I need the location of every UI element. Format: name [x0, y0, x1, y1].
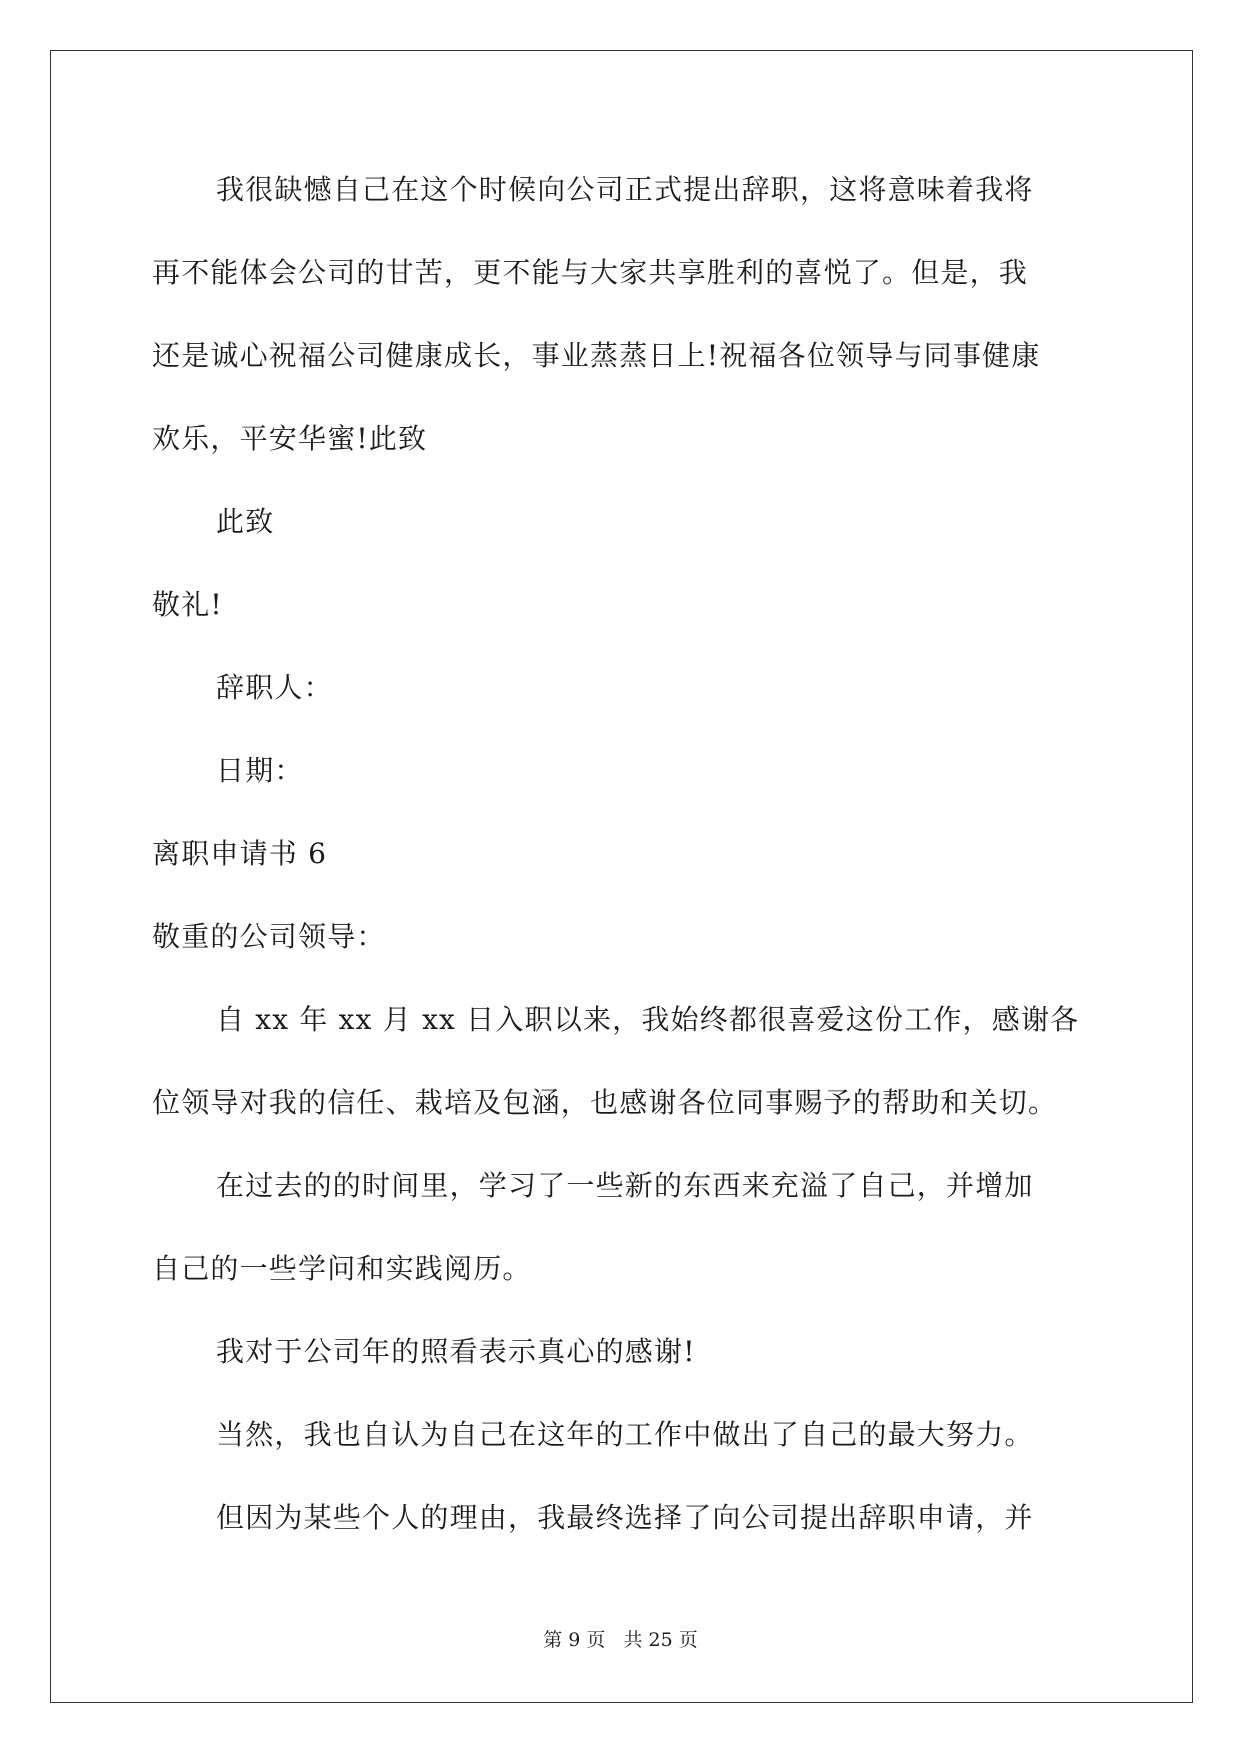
closing-line: 此致	[216, 505, 275, 538]
salutation-line: 敬礼!	[152, 588, 223, 621]
paragraph-line: 我对于公司年的照看表示真心的感谢!	[216, 1335, 696, 1368]
paragraph-line: 自 xx 年 xx 月 xx 日入职以来，我始终都很喜爱这份工作，感谢各	[216, 1003, 1080, 1036]
section-title: 离职申请书 6	[152, 837, 328, 870]
page-total: 共 25 页	[623, 1629, 698, 1651]
paragraph-line: 在过去的的时间里，学习了一些新的东西来充溢了自己，并增加	[216, 1169, 1034, 1202]
paragraph-line: 欢乐，平安华蜜!此致	[152, 422, 428, 455]
paragraph-line: 当然，我也自认为自己在这年的工作中做出了自己的最大努力。	[216, 1418, 1034, 1451]
page-number: 第 9 页	[543, 1629, 606, 1651]
date-line: 日期：	[216, 754, 304, 787]
paragraph-line: 自己的一些学问和实践阅历。	[152, 1252, 532, 1285]
paragraph-line: 再不能体会公司的甘苦，更不能与大家共享胜利的喜悦了。但是，我	[152, 256, 1029, 289]
paragraph-line: 位领导对我的信任、栽培及包涵，也感谢各位同事赐予的帮助和关切。	[152, 1086, 1058, 1119]
paragraph-line: 我很缺憾自己在这个时候向公司正式提出辞职，这将意味着我将	[216, 173, 1034, 206]
paragraph-line: 还是诚心祝福公司健康成长，事业蒸蒸日上!祝福各位领导与同事健康	[152, 339, 1041, 372]
page-footer	[0, 1628, 1241, 1652]
page-border	[50, 50, 1193, 1703]
signer-line: 辞职人：	[216, 671, 333, 704]
greeting-line: 敬重的公司领导：	[152, 920, 386, 953]
paragraph-line: 但因为某些个人的理由，我最终选择了向公司提出辞职申请，并	[216, 1501, 1034, 1534]
